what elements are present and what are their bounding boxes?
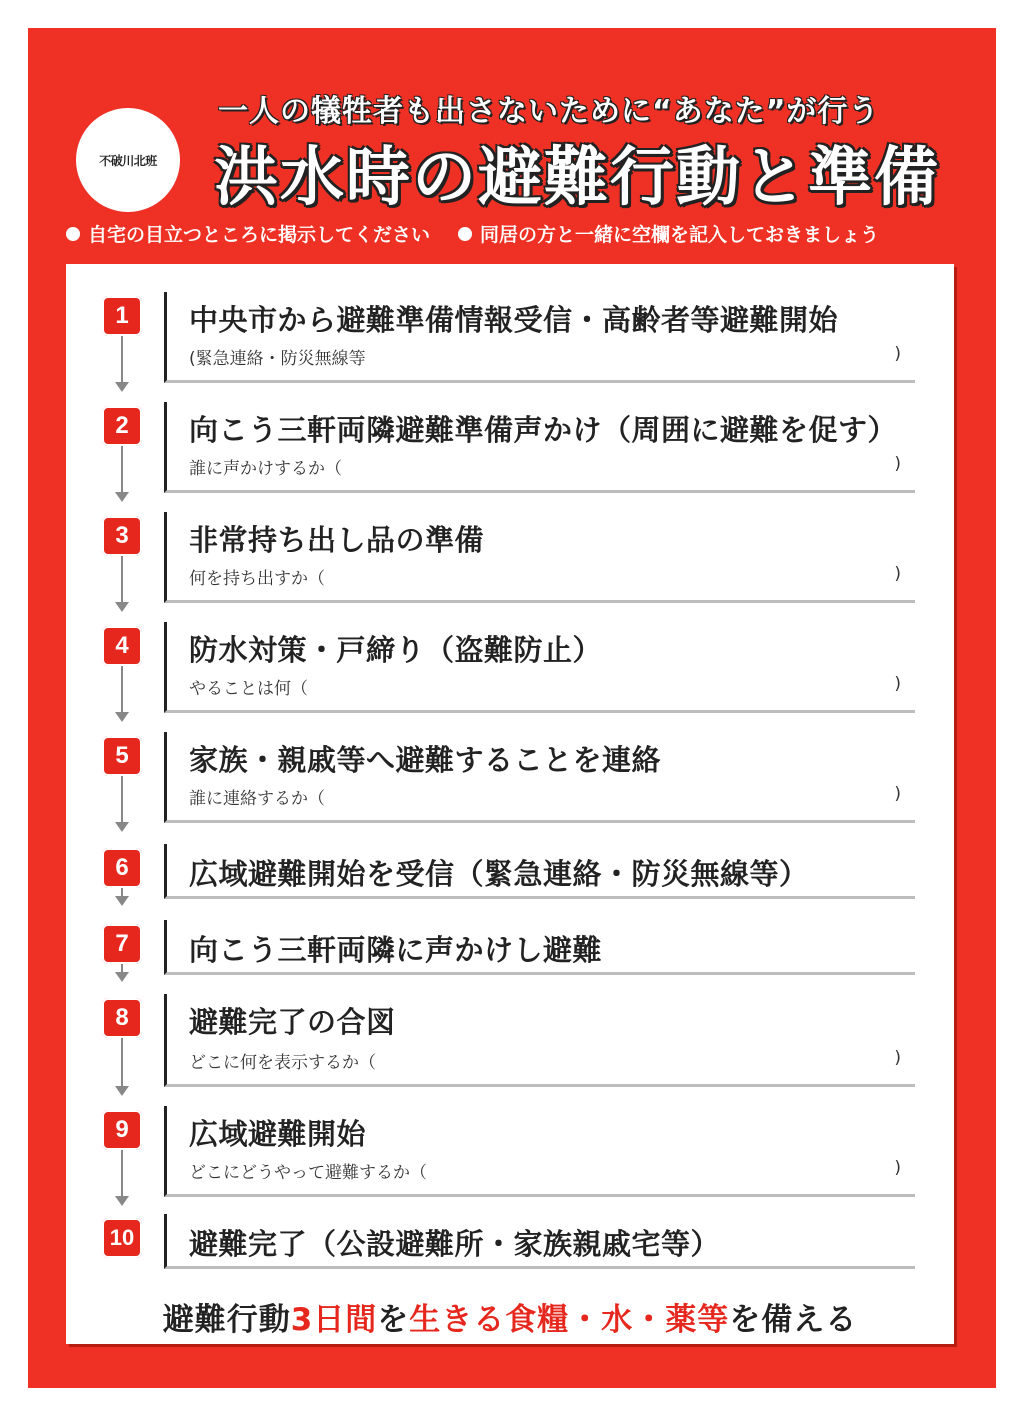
bullet-icon	[66, 227, 80, 241]
arrow-down-icon	[115, 896, 129, 906]
arrow-down-icon	[115, 1086, 129, 1096]
step-fill-in: どこにどうやって避難するか（	[189, 1163, 427, 1183]
poster-subtitle: 一人の犠牲者も出さないために“あなた”が行う	[218, 94, 880, 129]
arrow-line	[121, 776, 123, 824]
step-box	[164, 1214, 915, 1269]
arrow-line	[121, 1038, 123, 1088]
arrow-line	[121, 336, 123, 384]
step-number: 2	[102, 406, 142, 446]
arrow-down-icon	[115, 972, 129, 982]
note-text: 同居の方と一緒に空欄を記入しておきましょう	[480, 224, 880, 246]
step-title: 中央市から避難準備情報受信・高齢者等避難開始	[189, 303, 839, 337]
step-fill-in: 何を持ち出すか（	[189, 569, 325, 589]
arrow-down-icon	[115, 602, 129, 612]
note-item	[458, 220, 879, 247]
step-title: 避難完了（公設避難所・家族親戚宅等）	[189, 1227, 721, 1261]
step-title: 家族・親戚等へ避難することを連絡	[189, 743, 662, 777]
step-fill-close: )	[894, 674, 901, 694]
poster	[28, 28, 996, 1388]
step-title: 向こう三軒両隣に声かけし避難	[189, 933, 603, 967]
note-item	[66, 220, 430, 247]
arrow-line	[121, 666, 123, 714]
arrow-down-icon	[115, 822, 129, 832]
step-title: 避難完了の合図	[189, 1005, 396, 1039]
step-box	[164, 994, 915, 1087]
footer-highlight: 3日間	[290, 1302, 378, 1338]
step-title: 広域避難開始	[189, 1117, 367, 1151]
step-box	[164, 402, 915, 493]
arrow-line	[121, 1150, 123, 1198]
step-box	[164, 622, 915, 713]
step-fill-close: )	[894, 564, 901, 584]
step-title: 防水対策・戸締り（盗難防止）	[189, 633, 603, 667]
step-number: 5	[102, 736, 142, 776]
step-fill-close: )	[894, 784, 901, 804]
step-fill-in: やることは何（	[189, 679, 308, 699]
step-number: 1	[102, 296, 142, 336]
step-number: 3	[102, 516, 142, 556]
footer-highlight: 生きる食糧・水・薬等	[409, 1302, 730, 1338]
arrow-line	[121, 446, 123, 494]
arrow-down-icon	[115, 492, 129, 502]
step-box	[164, 292, 915, 383]
step-box	[164, 512, 915, 603]
arrow-down-icon	[115, 1196, 129, 1206]
step-fill-close: )	[894, 1158, 901, 1178]
step-fill-in: (緊急連絡・防災無線等	[189, 349, 366, 369]
arrow-down-icon	[115, 712, 129, 722]
footer-text: を	[377, 1302, 410, 1338]
note-text: 自宅の目立つところに掲示してください	[88, 224, 431, 246]
step-box	[164, 1106, 915, 1197]
footer-text: を備える	[729, 1302, 858, 1338]
footer-text: 避難行動	[162, 1302, 291, 1338]
arrow-line	[121, 556, 123, 604]
step-fill-in: どこに何を表示するか（	[189, 1053, 376, 1073]
step-number: 7	[102, 924, 142, 964]
step-box	[164, 920, 915, 975]
step-title: 非常持ち出し品の準備	[189, 523, 485, 557]
steps-panel	[66, 264, 954, 1344]
step-number: 9	[102, 1110, 142, 1150]
bullet-icon	[458, 227, 472, 241]
step-fill-close: )	[894, 344, 901, 364]
step-title: 広域避難開始を受信（緊急連絡・防災無線等）	[189, 857, 809, 891]
step-number: 8	[102, 998, 142, 1038]
footer-message	[66, 1294, 954, 1339]
poster-title: 洪水時の避難行動と準備	[214, 141, 940, 215]
step-number: 4	[102, 626, 142, 666]
step-box	[164, 732, 915, 823]
step-title: 向こう三軒両隣避難準備声かけ（周囲に避難を促す）	[189, 413, 898, 447]
step-fill-close: )	[894, 1048, 901, 1068]
notes-row	[66, 220, 996, 247]
arrow-down-icon	[115, 382, 129, 392]
group-badge: 不破川北班	[76, 108, 180, 212]
step-fill-close: )	[894, 454, 901, 474]
step-number: 6	[102, 848, 142, 888]
step-number: 10	[102, 1218, 142, 1258]
step-fill-in: 誰に声かけするか（	[189, 459, 342, 479]
step-fill-in: 誰に連絡するか（	[189, 789, 325, 809]
step-box	[164, 844, 915, 899]
